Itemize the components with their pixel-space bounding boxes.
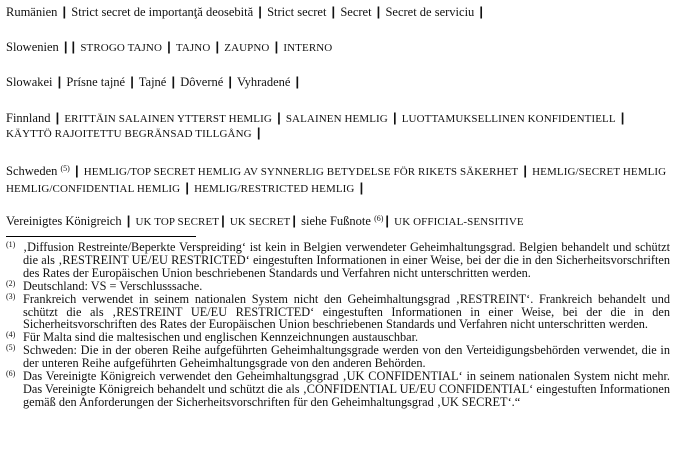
classification: Prísne tajné xyxy=(66,75,126,89)
separator: | xyxy=(62,4,67,19)
separator: | xyxy=(167,39,171,54)
separator: | xyxy=(385,213,390,228)
separator: | xyxy=(221,213,225,228)
footnote-item xyxy=(6,241,670,280)
footnote-text: Für Malta sind die maltesischen und englischen Kennzeichnungen austauschbar. xyxy=(23,330,419,345)
footnote-marker: (2) xyxy=(6,278,16,288)
row-slovenia xyxy=(6,39,670,56)
classification: TAJNO xyxy=(175,42,211,54)
separator: | xyxy=(55,110,60,125)
separator: | xyxy=(620,110,625,125)
country-name: Schweden xyxy=(6,164,58,178)
footnote-marker: (5) xyxy=(6,343,16,353)
separator: | xyxy=(171,74,176,89)
separator: | xyxy=(71,39,76,54)
classification: Tajné xyxy=(138,75,167,89)
footnotes xyxy=(6,241,670,409)
row-finland xyxy=(6,111,670,141)
separator: | xyxy=(359,180,364,195)
footnote-text: Deutschland: VS = Verschlusssache. xyxy=(23,278,203,293)
separator: | xyxy=(295,74,300,89)
footnote-divider xyxy=(6,236,196,237)
classification: HEMLIG/TOP SECRET HEMLIG AV SYNNERLIG BETYDELSE FÖR RIKETS SÄKERHET xyxy=(83,166,519,178)
separator: | xyxy=(277,110,281,125)
classification: LUOTTAMUKSELLINEN KONFIDENTIELL xyxy=(401,113,616,125)
separator: | xyxy=(256,125,261,140)
classification: UK TOP SECRET xyxy=(135,216,220,228)
row-sweden: Schweden $^{(5)}$ | HEMLIG/TOP SECRET HEMLIG AV SYNNERLIG BETYDELSE FÖR RIKETS SÄKERHET | HEMLIG/SECRET HEMLIG HEMLIG/CONFIDENTIAL HEMLIG | HEMLIG/RESTRICTED HEMLIG | xyxy=(6,163,667,195)
classification: INTERNO xyxy=(283,42,333,54)
row-united-kingdom: Vereinigtes Königreich | UK TOP SECRET | UK SECRET | siehe Fußnote $^{(6)}$ | UK OFFICIAL-SENSITIVE xyxy=(6,213,524,228)
separator: | xyxy=(376,4,381,19)
classification: Dôverné xyxy=(180,75,224,89)
separator: | xyxy=(331,4,336,19)
classification: STROGO TAJNO xyxy=(80,42,163,54)
country-name: Rumänien xyxy=(6,5,58,19)
separator: | xyxy=(228,74,233,89)
footnote-marker: (1) xyxy=(6,240,16,249)
separator: | xyxy=(130,74,134,89)
footnote-item xyxy=(6,293,670,332)
country-name: Slowenien xyxy=(6,40,59,54)
classification: siehe Fußnote xyxy=(301,214,371,228)
footnote-text: Frankreich verwendet in seinem nationalen System nicht den Geheimhaltungsgrad ‚RESTREINT‘. Frankreich behandelt und schützt die als ‚RESTREINT UE/EU RESTRICTED‘ eingestuften Informationen in einer Weise, bei der die in den Sicherheitsvorschriften des Rates der Europäischen Union beschriebenen Standards und Verfahren nicht unterschritten werden. xyxy=(23,291,670,332)
classification: HEMLIG/RESTRICTED HEMLIG xyxy=(194,183,355,195)
row-romania xyxy=(6,4,670,20)
footnote-text: ‚Diffusion Restreinte/Beperkte Verspreiding‘ ist kein in Belgien verwendeter Geheimhaltungsgrad. Belgien behandelt und schützt die als ‚RESTREINT UE/EU RESTRICTED‘ eingestuften Informationen in einer Weise, bei der die in den Sicherheitsvorschriften des Rates der Europäischen Union beschriebenen Standards und Verfahren nicht unterschritten werden. xyxy=(23,240,670,280)
separator: | xyxy=(292,213,297,228)
separator: | xyxy=(74,163,79,178)
classification: Strict secret de importanţă deosebită xyxy=(71,5,254,19)
separator: | xyxy=(479,4,484,19)
country-name: Slowakei xyxy=(6,75,53,89)
classification: ERITTÄIN SALAINEN YTTERST HEMLIG xyxy=(64,113,272,125)
separator: | xyxy=(523,163,527,178)
footnote-marker: (3) xyxy=(6,291,16,301)
classification: UK SECRET xyxy=(229,216,291,228)
classification: SALAINEN HEMLIG xyxy=(285,113,388,125)
classification: ZAUPNO xyxy=(224,42,270,54)
separator: | xyxy=(185,180,189,195)
footnote-text: Schweden: Die in der oberen Reihe aufgeführten Geheimhaltungsgrade werden von den Verteidigungsbehörden verwendet, die in der unteren Reihe aufgeführten Geheimhaltungsgrade von den anderen Behörden. xyxy=(23,343,670,371)
country-name: Finnland xyxy=(6,111,51,125)
separator: | xyxy=(258,4,262,19)
separator: | xyxy=(126,213,131,228)
classification: KÄYTTÖ RAJOITETTU BEGRÄNSAD TILLGÅNG xyxy=(6,128,252,140)
footnote-marker: (6) xyxy=(6,369,16,379)
country-name: Vereinigtes Königreich xyxy=(6,214,122,228)
classification: Strict secret xyxy=(267,5,327,19)
separator: | xyxy=(274,39,279,54)
footnote-item xyxy=(6,344,670,370)
separator: | xyxy=(392,110,397,125)
footnote-item xyxy=(6,370,670,409)
footnote-ref: 5 xyxy=(63,164,68,173)
footnote-ref: 6 xyxy=(376,214,381,223)
footnote-text: Das Vereinigte Königreich verwendet den Geheimhaltungsgrad ‚UK CONFIDENTIAL‘ in seinem nationalen System nicht mehr. Das Vereinigte Königreich behandelt und schützt die als ‚CONFIDENTIAL UE/EU CONFIDENTIAL‘ eingestuften Informationen gemäß den Anforderungen der Sicherheitsvorschriften für den Geheimhaltungsgrad ‚UK SECRET‘.“ xyxy=(23,369,670,409)
classification: Secret de serviciu xyxy=(385,5,475,19)
classification: Secret xyxy=(340,5,372,19)
separator: | xyxy=(57,74,62,89)
classification: HEMLIG/SECRET HEMLIG HEMLIG/CONFIDENTIAL HEMLIG xyxy=(6,166,667,195)
separator: | xyxy=(63,39,68,54)
classification: UK OFFICIAL-SENSITIVE xyxy=(394,216,524,228)
separator: | xyxy=(215,39,220,54)
classification: Vyhradené xyxy=(236,75,291,89)
footnote-marker: (4) xyxy=(6,330,16,340)
row-slovakia xyxy=(6,74,670,90)
